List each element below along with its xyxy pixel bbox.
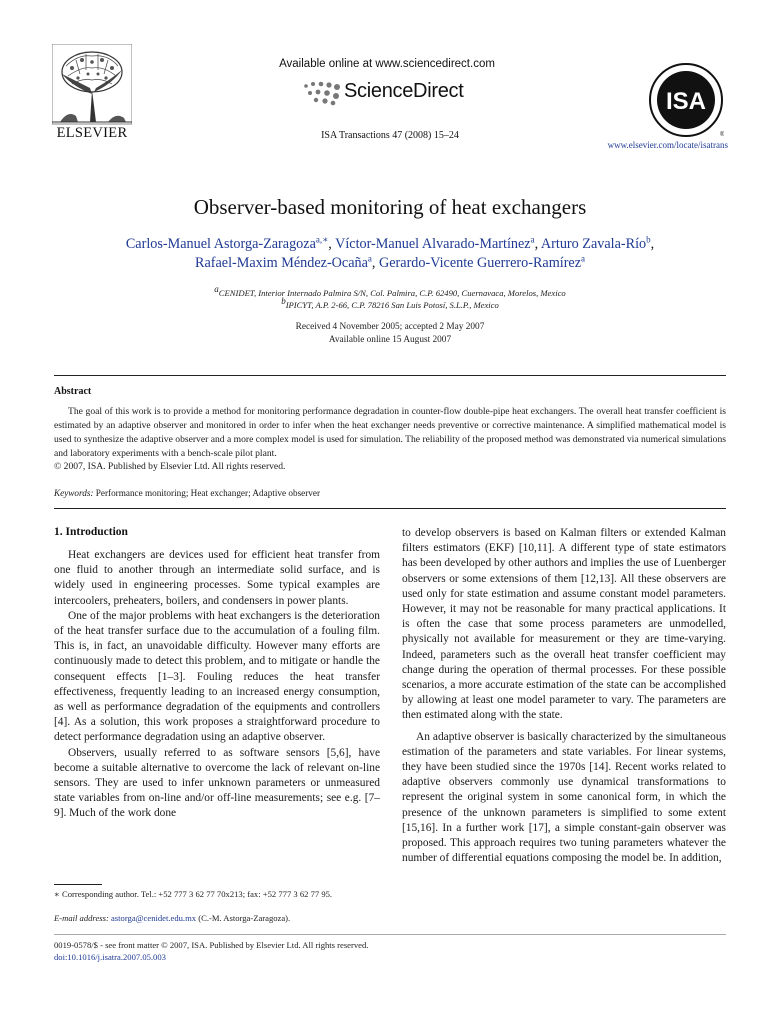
received-date: Received 4 November 2005; accepted 2 May 2007 bbox=[295, 322, 485, 332]
journal-reference: ISA Transactions 47 (2008) 15–24 bbox=[321, 130, 459, 141]
author-name[interactable]: Carlos-Manuel Astorga-Zaragoza bbox=[125, 236, 316, 252]
abstract-heading: Abstract bbox=[54, 386, 92, 397]
author-name[interactable]: Arturo Zavala-Río bbox=[540, 236, 647, 252]
email-link[interactable]: astorga@cenidet.edu.mx bbox=[110, 913, 197, 923]
author-separator: , bbox=[328, 236, 336, 252]
paragraph: An adaptive observer is basically characterized by the simultaneous estimation of the parameters and state variables. For linear systems, they have been studied since the 1970s [14]. Recent works related to adaptive observers commonly use dynamical transformations to represent the original system in some canonical form, in which the presence of the unknown parameters is simplified to some extent [15,16]. In a further work [17], a simple constant-gain observer was proposed. This approach requires two tuning parameters whatever the number of differential equations composing the model be. In addition, bbox=[402, 730, 726, 865]
publisher-wordmark: ELSEVIER bbox=[56, 125, 128, 141]
paragraph: One of the major problems with heat exchangers is the deterioration of the heat transfer surface due to the accumulation of a fouling film. This is, in fact, an unavoidable difficulty. However many efforts are continuously made to detect this problem, and to mitigate or handle the consequent effects [1–3]. Fouling reduces the heat transfer effectiveness, frequently leading to an increased energy consumption, as well as performance degradation of the equipments and controllers [4]. As a solution, this work proposes a straightforward procedure to detect performance degradation using an adaptive observer. bbox=[54, 609, 380, 744]
available-online-date: Available online 15 August 2007 bbox=[328, 335, 452, 345]
isa-logo-text: ISA bbox=[665, 88, 707, 115]
abstract-copyright: © 2007, ISA. Published by Elsevier Ltd. All rights reserved. bbox=[54, 461, 286, 472]
svg-text:®: ® bbox=[720, 132, 724, 138]
sciencedirect-dots-icon bbox=[300, 80, 344, 106]
available-online-text: Available online at www.sciencedirect.com bbox=[279, 58, 495, 70]
keywords-label: Keywords: bbox=[54, 488, 94, 498]
email-suffix: (C.-M. Astorga-Zaragoza). bbox=[198, 913, 291, 923]
affiliation-a: $^a$CENIDET, Interior Internado Palmira S/N, Col. Palmira, C.P. 62490, Cuernavaca, Morelos, Mexico bbox=[214, 284, 566, 298]
author-affiliation-mark[interactable]: a bbox=[581, 253, 586, 264]
article-title: Observer-based monitoring of heat exchangers bbox=[193, 195, 587, 219]
email-footnote bbox=[54, 912, 380, 924]
isa-logo bbox=[648, 62, 724, 138]
section-heading: 1. Introduction bbox=[54, 526, 128, 538]
elsevier-tree-logo bbox=[52, 44, 132, 136]
front-matter-note: 0019-0578/$ - see front matter © 2007, ISA. Published by Elsevier Ltd. All rights reserved. bbox=[54, 940, 369, 950]
doi-link[interactable]: doi:10.1016/j.isatra.2007.05.003 bbox=[54, 952, 166, 962]
author-name[interactable]: Víctor-Manuel Alvarado-Martínez bbox=[335, 236, 531, 252]
author-separator: , bbox=[371, 255, 380, 271]
corresponding-author-footnote: ∗ Corresponding author. Tel.: +52 777 3 62 77 70x213; fax: +52 777 3 62 77 95. bbox=[54, 889, 333, 899]
footnote-rule bbox=[54, 884, 102, 885]
author-list-line-2 bbox=[40, 255, 740, 272]
author-name[interactable]: Rafael-Maxim Méndez-Ocaña bbox=[194, 255, 368, 271]
author-name[interactable]: Gerardo-Vicente Guerrero-Ramírez bbox=[379, 255, 582, 271]
left-column bbox=[54, 548, 380, 822]
author-separator: , bbox=[650, 236, 655, 252]
journal-url-link[interactable]: www.elsevier.com/locate/isatrans bbox=[607, 140, 728, 150]
paragraph: to develop observers is based on Kalman filters or extended Kalman filters estimators (EKF) [10,11]. A different type of state estimators has been developed by other authors and implies the use of Luenberger observers or some extensions of them [12,13]. All these observers are used only for state estimation and assume constant model parameters. However, it may not be reasonable for many practical applications. It is often the case that some process parameters are unmodelled, physically not available for measurement or they are time-varying. Indeed, parameters such as the overall heat transfer coefficient may change during the operation of thermal processes. For these possible scenarios, a more accurate estimation of the state can be accomplished by allowing at least one model parameter to vary. The parameters are then estimated along with the state. bbox=[402, 527, 727, 722]
paragraph: Observers, usually referred to as software sensors [5,6], have become a suitable alternative to overcome the lack of relevant on-line sensors. They are used to infer unknown parameters or unmeasured state variables from on-line and/or off-line measurements; see e.g. [7–9]. Much of the work done bbox=[54, 746, 380, 820]
right-column bbox=[402, 526, 726, 866]
keywords-list: Performance monitoring; Heat exchanger; Adaptive observer bbox=[95, 488, 321, 498]
affiliation-b: $^b$IPICYT, A.P. 2-66, C.P. 78216 San Luis Potosí, S.L.P., Mexico bbox=[281, 296, 499, 310]
email-label: E-mail address: bbox=[54, 913, 109, 923]
abstract-top-rule bbox=[54, 375, 726, 376]
keywords bbox=[54, 488, 320, 498]
paragraph: Heat exchangers are devices used for efficient heat transfer from one fluid to another through an intermediate solid surface, and is widely used in engineering processes. Some typical examples are intercoolers, preheaters, boilers, and condensers in power plants. bbox=[54, 549, 380, 607]
author-list-line-1 bbox=[40, 236, 740, 253]
abstract-text: The goal of this work is to provide a method for monitoring performance degradation in counter-flow double-pipe heat exchangers. The overall heat transfer coefficient is estimated by an adaptive observer and monitored in order to infer when the heat exchanger needs preventive or corrective maintenance. A simplified mathematical model is used to synthesize the adaptive observer and a more complex model is used for simulation. The reliability of the proposed method was demonstrated via numerical simulations and laboratory experiments with a bench-scale pilot plant. bbox=[54, 406, 726, 459]
author-separator: , bbox=[534, 236, 541, 252]
author-affiliation-mark[interactable]: a bbox=[530, 234, 535, 245]
sciencedirect-wordmark: ScienceDirect bbox=[344, 80, 464, 102]
abstract-bottom-rule bbox=[54, 508, 726, 509]
author-affiliation-mark[interactable]: a bbox=[367, 253, 372, 264]
footer-rule bbox=[54, 934, 726, 935]
author-affiliation-mark[interactable]: a,∗ bbox=[315, 234, 329, 245]
author-affiliation-mark[interactable]: b bbox=[646, 234, 651, 245]
